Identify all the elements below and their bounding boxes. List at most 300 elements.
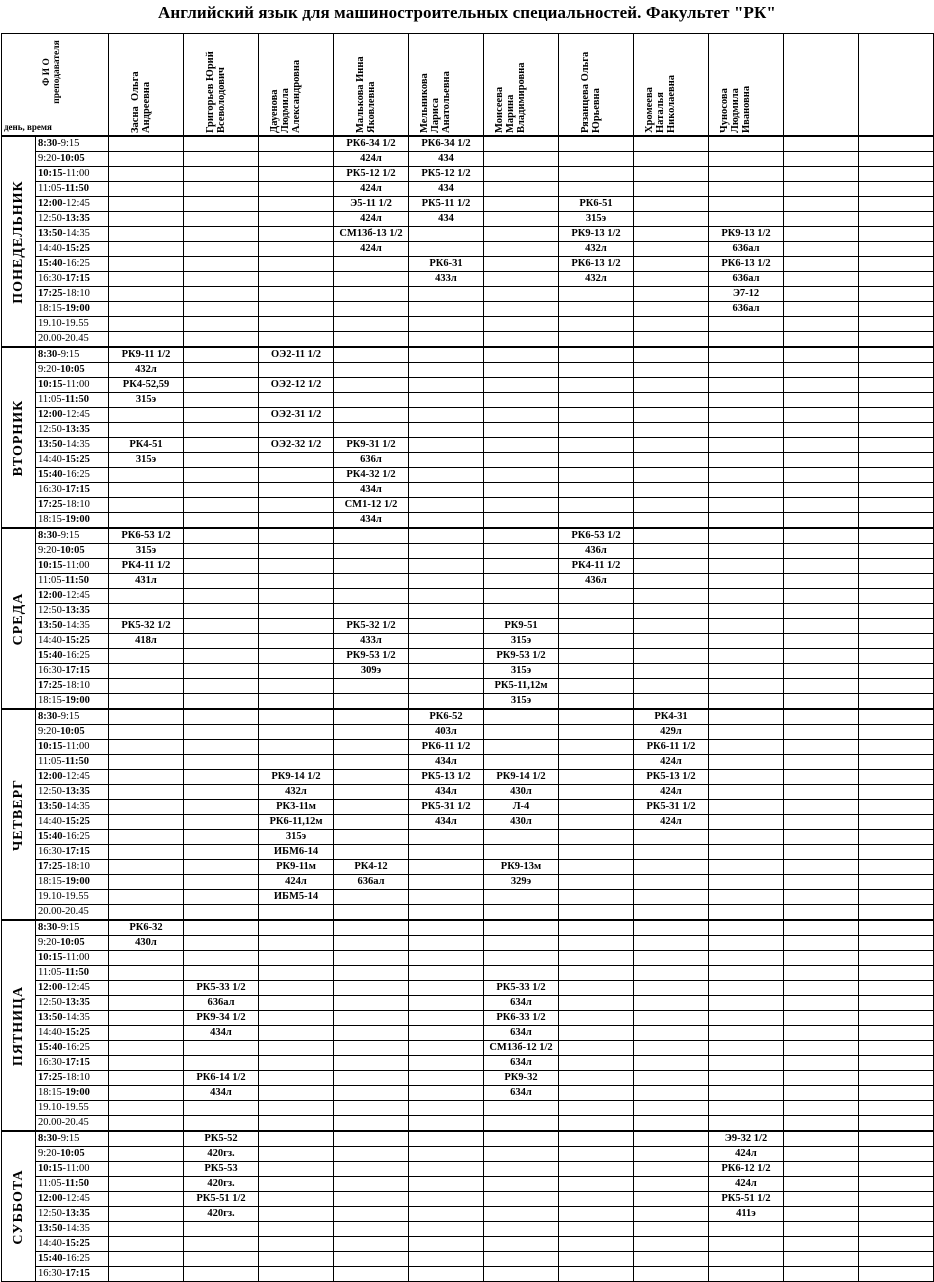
time-start: 19.10-19.55	[38, 891, 89, 902]
schedule-cell	[184, 634, 259, 649]
schedule-cell	[484, 1237, 559, 1252]
schedule-cell: 434	[409, 182, 484, 197]
schedule-cell: РК5-51 1/2	[709, 1192, 784, 1207]
schedule-row	[2, 559, 934, 574]
schedule-cell	[859, 483, 934, 498]
time-start: 9:20-	[38, 545, 61, 556]
schedule-cell	[484, 1147, 559, 1162]
time-start: 14:40-	[38, 243, 66, 254]
schedule-cell	[184, 800, 259, 815]
schedule-cell	[109, 694, 184, 710]
time-slot	[36, 378, 109, 393]
schedule-row	[2, 1237, 934, 1252]
schedule-cell	[184, 1041, 259, 1056]
schedule-cell	[784, 709, 859, 725]
schedule-cell	[784, 845, 859, 860]
schedule-cell	[184, 423, 259, 438]
schedule-cell: РК5-11,12м	[484, 679, 559, 694]
schedule-cell: РК4-31	[634, 709, 709, 725]
schedule-cell	[259, 1086, 334, 1101]
schedule-cell	[559, 1071, 634, 1086]
schedule-cell	[784, 890, 859, 905]
schedule-cell	[484, 167, 559, 182]
schedule-cell: РК9-13м	[484, 860, 559, 875]
time-end: 11:50	[65, 967, 89, 978]
schedule-cell	[184, 830, 259, 845]
schedule-cell	[859, 423, 934, 438]
schedule-cell	[184, 664, 259, 679]
schedule-row	[2, 1131, 934, 1147]
schedule-cell: Э5-11 1/2	[334, 197, 409, 212]
schedule-row	[2, 1056, 934, 1071]
schedule-cell	[709, 860, 784, 875]
schedule-cell	[409, 1162, 484, 1177]
time-start: 14:40-	[38, 1027, 66, 1038]
schedule-cell	[709, 770, 784, 785]
schedule-cell	[784, 378, 859, 393]
schedule-cell	[784, 317, 859, 332]
schedule-cell	[634, 649, 709, 664]
schedule-cell	[259, 1131, 334, 1147]
schedule-cell	[484, 513, 559, 529]
schedule-cell	[559, 725, 634, 740]
schedule-cell	[784, 981, 859, 996]
schedule-cell	[484, 257, 559, 272]
time-start: 16:30-	[38, 665, 66, 676]
schedule-cell	[559, 830, 634, 845]
schedule-cell	[634, 574, 709, 589]
time-slot	[36, 770, 109, 785]
schedule-cell	[184, 755, 259, 770]
schedule-cell	[259, 1192, 334, 1207]
schedule-row	[2, 242, 934, 257]
schedule-cell	[784, 1207, 859, 1222]
teacher-name-box	[109, 34, 183, 135]
schedule-cell	[109, 1131, 184, 1147]
schedule-cell	[109, 423, 184, 438]
schedule-cell	[859, 860, 934, 875]
schedule-cell: 424л	[634, 785, 709, 800]
schedule-cell	[784, 167, 859, 182]
schedule-cell	[334, 1192, 409, 1207]
schedule-row	[2, 257, 934, 272]
time-start: 15:40	[38, 258, 63, 269]
schedule-cell	[259, 1147, 334, 1162]
schedule-cell	[634, 920, 709, 936]
schedule-cell	[784, 604, 859, 619]
schedule-cell	[259, 1222, 334, 1237]
schedule-cell	[184, 197, 259, 212]
schedule-cell	[634, 272, 709, 287]
schedule-cell: РК3-11м	[259, 800, 334, 815]
time-start: 12:00	[38, 771, 63, 782]
schedule-cell	[409, 1056, 484, 1071]
schedule-cell	[784, 936, 859, 951]
schedule-cell	[559, 604, 634, 619]
schedule-cell	[784, 875, 859, 890]
schedule-row	[2, 1222, 934, 1237]
schedule-cell	[859, 1237, 934, 1252]
time-start: 14:40-	[38, 454, 66, 465]
schedule-cell: 418л	[109, 634, 184, 649]
schedule-cell	[409, 242, 484, 257]
schedule-cell	[484, 951, 559, 966]
schedule-cell	[634, 996, 709, 1011]
day-label	[2, 709, 36, 920]
time-end: 10:05	[60, 545, 85, 556]
schedule-cell	[559, 363, 634, 378]
schedule-cell	[634, 1071, 709, 1086]
schedule-cell	[184, 574, 259, 589]
teacher-header	[184, 34, 259, 137]
schedule-row	[2, 755, 934, 770]
schedule-cell	[709, 951, 784, 966]
time-end: 17:15	[65, 273, 90, 284]
time-start: 12:00	[38, 590, 63, 601]
schedule-row	[2, 664, 934, 679]
time-end: -18:10	[62, 499, 90, 510]
time-end: -16:25	[62, 1042, 90, 1053]
schedule-cell	[709, 378, 784, 393]
time-end: -9:15	[57, 530, 80, 541]
schedule-cell	[184, 936, 259, 951]
schedule-cell	[559, 1086, 634, 1101]
schedule-cell	[109, 845, 184, 860]
schedule-cell	[634, 242, 709, 257]
schedule-row	[2, 634, 934, 649]
schedule-cell	[484, 1207, 559, 1222]
schedule-cell	[409, 528, 484, 544]
schedule-cell: 315э	[109, 544, 184, 559]
schedule-cell	[709, 1222, 784, 1237]
schedule-cell	[409, 468, 484, 483]
schedule-cell	[859, 649, 934, 664]
schedule-cell	[409, 363, 484, 378]
schedule-row	[2, 152, 934, 167]
time-slot	[36, 1237, 109, 1252]
schedule-cell	[259, 272, 334, 287]
time-start: 12:00	[38, 982, 63, 993]
time-slot	[36, 302, 109, 317]
schedule-cell	[559, 152, 634, 167]
schedule-cell	[334, 845, 409, 860]
time-slot	[36, 528, 109, 544]
schedule-cell: 434л	[409, 815, 484, 830]
schedule-cell	[859, 996, 934, 1011]
fio-label: Ф И О преподавателя	[42, 40, 62, 104]
schedule-row	[2, 468, 934, 483]
schedule-cell	[784, 860, 859, 875]
schedule-cell	[484, 302, 559, 317]
schedule-cell	[484, 1177, 559, 1192]
schedule-cell: 424л	[334, 242, 409, 257]
time-slot	[36, 498, 109, 513]
schedule-cell	[184, 740, 259, 755]
time-start: 15:40	[38, 831, 63, 842]
schedule-cell: РК9-13 1/2	[709, 227, 784, 242]
time-start: 9:20-	[38, 1148, 61, 1159]
schedule-cell	[409, 966, 484, 981]
schedule-cell	[484, 272, 559, 287]
schedule-row	[2, 619, 934, 634]
schedule-cell	[859, 1162, 934, 1177]
schedule-cell: 436л	[559, 544, 634, 559]
schedule-cell	[184, 649, 259, 664]
schedule-cell: РК9-31 1/2	[334, 438, 409, 453]
time-end: 13:35	[65, 997, 90, 1008]
time-slot	[36, 167, 109, 182]
schedule-cell: РК9-14 1/2	[259, 770, 334, 785]
schedule-cell	[784, 1147, 859, 1162]
time-slot	[36, 332, 109, 348]
schedule-cell	[784, 1056, 859, 1071]
schedule-cell	[784, 1011, 859, 1026]
schedule-cell: РК9-51	[484, 619, 559, 634]
schedule-row	[2, 363, 934, 378]
schedule-cell: 636ал	[184, 996, 259, 1011]
schedule-cell	[334, 1237, 409, 1252]
schedule-row	[2, 1177, 934, 1192]
schedule-cell	[259, 604, 334, 619]
schedule-cell	[334, 1252, 409, 1267]
schedule-cell	[334, 347, 409, 363]
schedule-cell	[634, 1162, 709, 1177]
time-start: 19.10-19.55	[38, 1102, 89, 1113]
schedule-cell	[334, 1267, 409, 1282]
schedule-cell	[409, 513, 484, 529]
schedule-cell	[634, 589, 709, 604]
schedule-cell	[109, 136, 184, 152]
schedule-cell	[784, 1101, 859, 1116]
schedule-cell: РК5-53	[184, 1162, 259, 1177]
time-end: -14:35	[62, 620, 90, 631]
schedule-row	[2, 1116, 934, 1132]
time-slot	[36, 845, 109, 860]
schedule-cell	[634, 1086, 709, 1101]
schedule-cell	[184, 1222, 259, 1237]
schedule-cell	[259, 649, 334, 664]
time-start: 18:15-	[38, 876, 66, 887]
time-slot	[36, 1131, 109, 1147]
schedule-cell	[709, 694, 784, 710]
schedule-cell	[859, 257, 934, 272]
schedule-cell	[109, 875, 184, 890]
time-start: 8:30	[38, 530, 58, 541]
time-slot	[36, 709, 109, 725]
schedule-row	[2, 1267, 934, 1282]
schedule-cell	[859, 182, 934, 197]
schedule-cell	[784, 664, 859, 679]
schedule-cell: РК4-32 1/2	[334, 468, 409, 483]
schedule-cell	[559, 936, 634, 951]
schedule-cell	[634, 634, 709, 649]
schedule-cell	[784, 453, 859, 468]
schedule-cell	[634, 966, 709, 981]
schedule-cell	[859, 1252, 934, 1267]
schedule-cell	[559, 408, 634, 423]
schedule-cell	[409, 1177, 484, 1192]
schedule-cell	[484, 574, 559, 589]
schedule-cell	[109, 981, 184, 996]
schedule-cell	[784, 740, 859, 755]
time-slot	[36, 815, 109, 830]
schedule-cell	[484, 438, 559, 453]
schedule-cell: 432л	[559, 272, 634, 287]
schedule-cell	[559, 694, 634, 710]
time-end: 10:05	[60, 937, 85, 948]
schedule-cell: 424л	[334, 212, 409, 227]
schedule-cell	[409, 393, 484, 408]
schedule-cell	[859, 347, 934, 363]
time-slot	[36, 951, 109, 966]
schedule-cell: 636л	[334, 453, 409, 468]
schedule-cell	[859, 1056, 934, 1071]
schedule-cell	[859, 1267, 934, 1282]
time-end: 10:05	[60, 153, 85, 164]
schedule-cell	[409, 619, 484, 634]
schedule-cell	[109, 257, 184, 272]
schedule-cell	[259, 1101, 334, 1116]
schedule-cell	[109, 755, 184, 770]
schedule-cell	[184, 378, 259, 393]
time-end: 11:50	[65, 756, 89, 767]
schedule-cell	[709, 136, 784, 152]
schedule-cell	[709, 604, 784, 619]
schedule-cell	[559, 1177, 634, 1192]
schedule-cell	[709, 1237, 784, 1252]
schedule-cell	[259, 679, 334, 694]
schedule-cell	[334, 966, 409, 981]
teacher-name: Моисеева Марина Владимировна	[494, 62, 527, 133]
schedule-cell	[559, 317, 634, 332]
schedule-cell	[859, 725, 934, 740]
schedule-cell	[634, 679, 709, 694]
schedule-cell	[484, 1267, 559, 1282]
schedule-cell: РК6-11,12м	[259, 815, 334, 830]
time-slot	[36, 800, 109, 815]
schedule-cell	[409, 498, 484, 513]
schedule-cell	[409, 981, 484, 996]
schedule-cell: РК6-11 1/2	[634, 740, 709, 755]
schedule-cell: РК6-51	[559, 197, 634, 212]
schedule-cell	[859, 513, 934, 529]
time-slot	[36, 182, 109, 197]
schedule-cell	[709, 167, 784, 182]
schedule-cell	[184, 257, 259, 272]
schedule-cell	[484, 197, 559, 212]
time-end: -14:35	[62, 1223, 90, 1234]
schedule-row	[2, 800, 934, 815]
schedule-cell	[784, 257, 859, 272]
schedule-cell	[409, 1086, 484, 1101]
schedule-cell	[634, 363, 709, 378]
schedule-row	[2, 317, 934, 332]
schedule-cell	[859, 905, 934, 921]
time-start: 16:30-	[38, 1268, 66, 1279]
schedule-cell	[634, 378, 709, 393]
time-slot	[36, 347, 109, 363]
schedule-cell	[634, 317, 709, 332]
schedule-cell	[409, 408, 484, 423]
schedule-cell	[634, 830, 709, 845]
schedule-cell	[334, 574, 409, 589]
schedule-cell	[484, 408, 559, 423]
schedule-cell	[709, 996, 784, 1011]
time-start: 9:20-	[38, 726, 61, 737]
schedule-cell	[634, 544, 709, 559]
schedule-cell	[259, 1177, 334, 1192]
time-slot	[36, 1086, 109, 1101]
schedule-cell	[859, 694, 934, 710]
schedule-cell	[784, 725, 859, 740]
schedule-cell	[109, 212, 184, 227]
schedule-cell: РК6-34 1/2	[334, 136, 409, 152]
schedule-cell	[334, 1177, 409, 1192]
schedule-cell	[334, 1207, 409, 1222]
time-slot	[36, 287, 109, 302]
schedule-cell	[784, 468, 859, 483]
schedule-cell	[559, 393, 634, 408]
schedule-cell	[334, 1131, 409, 1147]
schedule-cell: 403л	[409, 725, 484, 740]
time-slot	[36, 423, 109, 438]
schedule-cell	[259, 167, 334, 182]
time-start: 10:15	[38, 560, 63, 571]
schedule-cell	[484, 1222, 559, 1237]
schedule-cell	[859, 363, 934, 378]
schedule-cell: РК6-53 1/2	[559, 528, 634, 544]
time-end: -11:00	[62, 1163, 90, 1174]
schedule-cell	[184, 347, 259, 363]
schedule-cell	[634, 227, 709, 242]
time-slot	[36, 830, 109, 845]
schedule-cell	[109, 830, 184, 845]
schedule-cell	[559, 589, 634, 604]
schedule-cell	[259, 513, 334, 529]
schedule-cell	[484, 1101, 559, 1116]
schedule-cell	[259, 755, 334, 770]
schedule-cell	[409, 649, 484, 664]
schedule-cell	[784, 830, 859, 845]
schedule-cell	[109, 966, 184, 981]
schedule-cell	[184, 498, 259, 513]
schedule-cell	[109, 679, 184, 694]
schedule-cell	[784, 559, 859, 574]
schedule-cell: 315э	[559, 212, 634, 227]
time-slot	[36, 860, 109, 875]
schedule-row	[2, 453, 934, 468]
schedule-cell	[559, 1207, 634, 1222]
schedule-cell: РК5-11 1/2	[409, 197, 484, 212]
teacher-name: Рязанцева Ольга Юрьевна	[580, 51, 602, 133]
schedule-row	[2, 483, 934, 498]
schedule-cell	[559, 890, 634, 905]
schedule-cell	[409, 664, 484, 679]
teacher-name: Хромеева Наталья Николаевна	[644, 74, 677, 133]
schedule-cell	[109, 1252, 184, 1267]
schedule-cell	[184, 770, 259, 785]
schedule-cell	[709, 755, 784, 770]
schedule-cell	[859, 785, 934, 800]
schedule-cell	[634, 890, 709, 905]
schedule-cell	[784, 438, 859, 453]
schedule-cell	[409, 1131, 484, 1147]
schedule-cell	[559, 996, 634, 1011]
schedule-cell	[109, 1207, 184, 1222]
schedule-cell	[109, 1162, 184, 1177]
schedule-cell	[859, 1041, 934, 1056]
schedule-cell	[259, 423, 334, 438]
